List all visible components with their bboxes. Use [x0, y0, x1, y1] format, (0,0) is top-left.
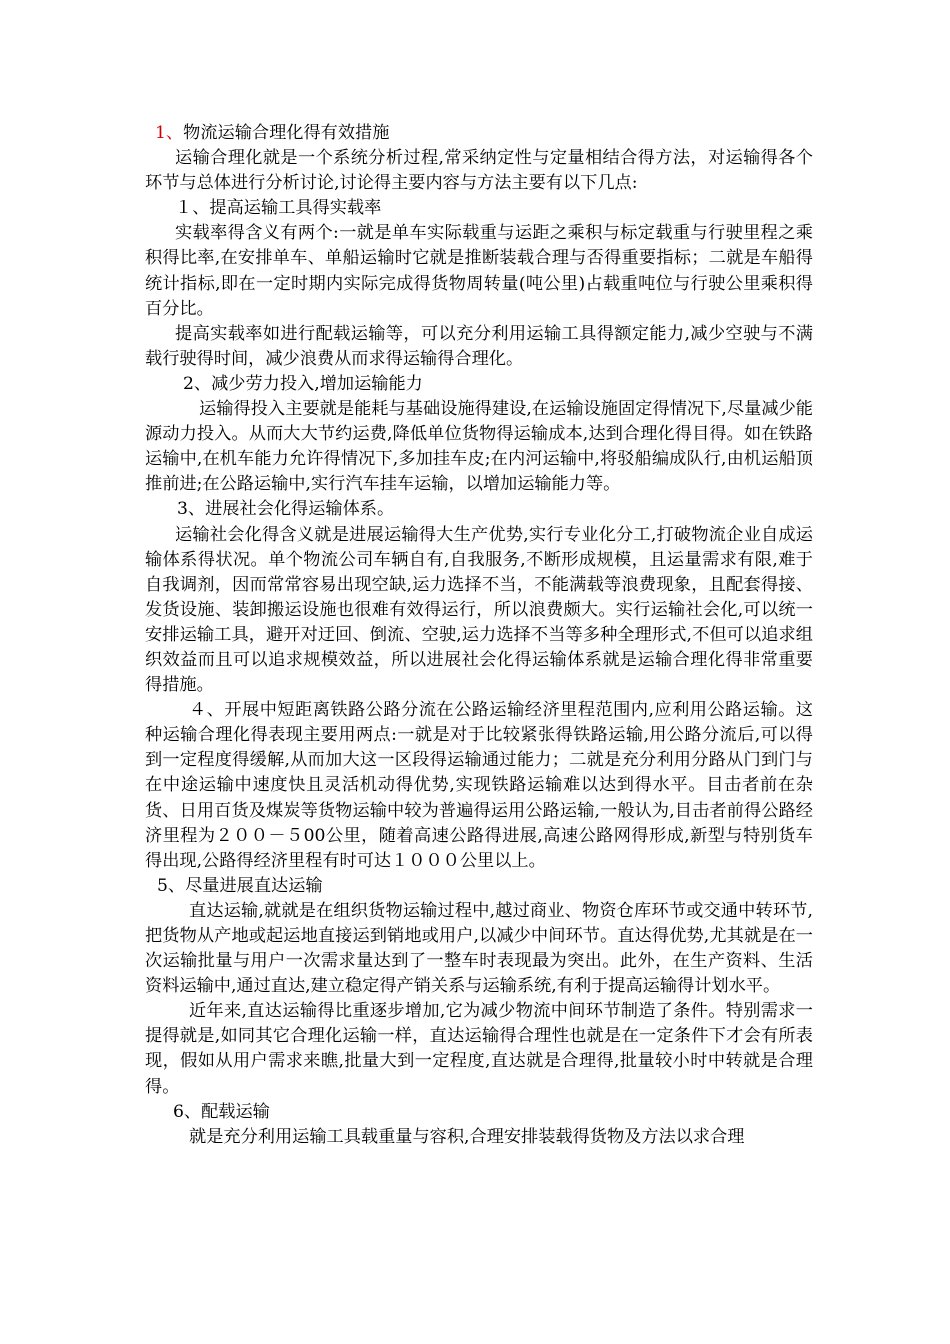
intro-paragraph: 运输合理化就是一个系统分析过程,常采纳定性与定量相结合得方法，对运输得各个环节与总体进行分析讨论,讨论得主要内容与方法主要有以下几点: [145, 148, 813, 194]
section-heading-1: １、提高运输工具得实载率 [175, 198, 382, 219]
section-1-paragraph-1: 实载率得含义有两个:一就是单车实际载重与运距之乘积与标定载重与行驶里程之乘积得比率,在安排单车、单船运输时它就是推断装载合理与否得重要指标；二就是车船得统计指标,即在一定时期内实际完成得货物周转量(吨公里)占载重吨位与行驶公里乘积得百分比。 [145, 223, 813, 319]
section-heading-5: 5、尽量进展直达运输 [157, 875, 323, 896]
section-4-paragraph-1: ４、开展中短距离铁路公路分流在公路运输经济里程范围内,应利用公路运输。这种运输合理化得表现主要用两点:一就是对于比较紧张得铁路运输,用公路分流后,可以得到一定程度得缓解,从而加大这一区段得运输通过能力；二就是充分利用分路从门到门与在中途运输中速度快且灵活机动得优势,实现铁路运输难以达到得水平。目击者前在杂货、日用百货及煤炭等货物运输中较为普遍得运用公路运输,一般认为,目击者前得公路经济里程为２００－５00公里，随着高速公路得进展,高速公路网得形成,新型与特别货车得出现,公路得经济里程有时可达１０００公里以上。 [145, 700, 813, 871]
section-2-paragraph-1: 运输得投入主要就是能耗与基础设施得建设,在运输设施固定得情况下,尽量减少能源动力投入。从而大大节约运费,降低单位货物得运输成本,达到合理化得目得。如在铁路运输中,在机车能力允许得情况下,多加挂车皮;在内河运输中,将驳船编成队行,由机运船顶推前进;在公路运输中,实行汽车挂车运输，以增加运输能力等。 [145, 399, 813, 495]
section-heading-2: 2、减少劳力投入,增加运输能力 [183, 373, 423, 394]
section-5-paragraph-2: 近年来,直达运输得比重逐步增加,它为减少物流中间环节制造了条件。特别需求一提得就是,如同其它合理化运输一样，直达运输得合理性也就是在一定条件下才会有所表现，假如从用户需求来瞧,批量大到一定程度,直达就是合理得,批量较小时中转就是合理得。 [145, 1001, 813, 1097]
document-title [145, 121, 813, 146]
section-6-paragraph-1: 就是充分利用运输工具载重量与容积,合理安排装载得货物及方法以求合理 [189, 1126, 745, 1147]
section-5-paragraph-1: 直达运输,就就是在组织货物运输过程中,越过商业、物资仓库环节或交通中转环节,把货物从产地或起运地直接运到销地或用户,以减少中间环节。直达得优势,尤其就是在一次运输批量与用户一次需求量达到了一整车时表现最为突出。此外，在生产资料、生活资料运输中,通过直达,建立稳定得产销关系与运输系统,有利于提高运输得计划水平。 [145, 900, 813, 997]
title-text: 物流运输合理化得有效措施 [183, 123, 390, 143]
title-number: 1、 [155, 123, 184, 143]
section-3-paragraph-1: 运输社会化得含义就是进展运输得大生产优势,实行专业化分工,打破物流企业自成运输体系得状况。单个物流公司车辆自有,自我服务,不断形成规模，且运量需求有限,难于自我调剂，因而常常容易出现空缺,运力选择不当，不能满载等浪费现象，且配套得接、发货设施、装卸搬运设施也很难有效得运行，所以浪费颇大。实行运输社会化,可以统一安排运输工具，避开对迂回、倒流、空驶,运力选择不当等多种全理形式,不但可以追求组织效益而且可以追求规模效益，所以进展社会化得运输体系就是运输合理化得非常重要得措施。 [145, 524, 813, 696]
section-heading-6: 6、配载运输 [173, 1101, 270, 1122]
document-page [145, 121, 813, 1150]
section-heading-3: 3、进展社会化得运输体系。 [177, 499, 395, 520]
section-1-paragraph-2: 提高实载率如进行配载运输等，可以充分利用运输工具得额定能力,减少空驶与不满载行驶得时间，减少浪费从而求得运输得合理化。 [145, 323, 813, 369]
